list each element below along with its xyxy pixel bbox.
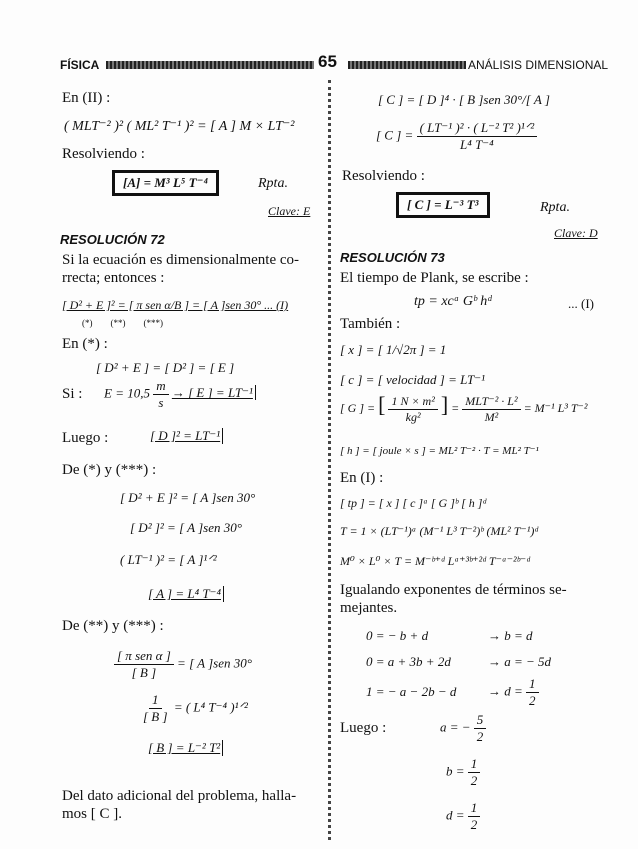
eq-72-8: [ A ] = L⁴ T⁻⁴ <box>148 586 224 602</box>
eq-72-10-num: 1 <box>149 692 162 709</box>
del-line-2: mos [ C ]. <box>62 806 122 822</box>
sys-eq-3-num: 1 <box>526 676 539 693</box>
result-b-num: 1 <box>468 756 481 773</box>
eq-72-3-num: m <box>153 378 168 395</box>
sys-eq-3: 1 = − a − 2b − d <box>366 684 457 699</box>
eq-72-9 <box>114 648 252 681</box>
eq-72-3-frac <box>153 378 168 411</box>
answer-box-1: [A] = M³ L⁵ T⁻⁴ <box>112 170 219 196</box>
clave-1: Clave: E <box>268 204 311 218</box>
eq-G-num-1: 1 N × m² <box>388 394 437 410</box>
eq-tp-tag: ... (I) <box>568 296 594 311</box>
igualando-line-1: Igualando exponentes de términos se- <box>340 582 567 598</box>
luego-label-right: Luego : <box>340 720 387 736</box>
eq-72-9-frac <box>114 648 174 681</box>
de-star-2: De (**) y (***) : <box>62 618 164 634</box>
eq-72-3-left: E = 10,5 <box>104 385 150 401</box>
eq-72-6: [ D² ]² = [ A ]sen 30° <box>130 520 242 535</box>
sys-eq-1-result: → b = d <box>488 628 533 643</box>
en-I-label: En (I) : <box>340 470 384 486</box>
eq-72-10-frac <box>140 692 171 725</box>
right-eq-1: [ C ] = [ D ]⁴ · [ B ]sen 30°/[ A ] <box>378 92 550 107</box>
eq-72-9-right: = [ A ]sen 30° <box>177 655 252 671</box>
header-right: ANÁLISIS DIMENSIONAL <box>468 58 609 72</box>
answer-box-2: [ C ] = L⁻³ T³ <box>396 192 490 218</box>
eq-72-10 <box>140 692 248 725</box>
eq-72-10-right: = ( L⁴ T⁻⁴ )¹ᐟ² <box>173 699 248 715</box>
clave-2: Clave: D <box>554 226 598 240</box>
eq-72-3 <box>104 378 256 411</box>
eq-72-7: ( LT⁻¹ )² = [ A ]¹ᐟ² <box>120 552 217 567</box>
page-number: 65 <box>318 52 337 71</box>
eq-72-9-den: [ B ] <box>131 665 157 680</box>
del-line-1: Del dato adicional del problema, halla- <box>62 788 297 804</box>
eq-72-3-den: s <box>158 395 164 410</box>
left-line-1: En (II) : <box>62 90 111 106</box>
right-eq-2 <box>376 120 537 153</box>
eq-G-frac-2 <box>462 394 520 425</box>
result-d-left: d = <box>446 807 465 823</box>
result-d-den: 2 <box>470 817 478 832</box>
p73-line: El tiempo de Plank, se escribe : <box>340 270 529 286</box>
eq-G-den-2: M² <box>484 409 499 424</box>
sys-eq-3-result-left: → d = <box>488 683 523 699</box>
eq-tp: tp = xcᵃ Gᵇ hᵈ <box>414 294 492 309</box>
eq-72-2: [ D² + E ] = [ D² ] = [ E ] <box>96 360 235 375</box>
sys-eq-1: 0 = − b + d <box>366 628 429 643</box>
resolucion-73-heading: RESOLUCIÓN 73 <box>340 250 445 265</box>
sys-eq-3-result <box>488 676 539 709</box>
resolucion-72-heading: RESOLUCIÓN 72 <box>60 232 165 247</box>
eq-72-4: [ D ]² = LT⁻¹ <box>150 428 223 444</box>
left-line-3: Resolviendo : <box>62 146 145 162</box>
eq-72-3-right: → [ E ] = LT⁻¹ <box>172 385 256 400</box>
eq-G-left: [ G ] = <box>340 401 376 415</box>
sys-eq-3-frac <box>526 676 539 709</box>
eq-h: [ h ] = [ joule × s ] = ML² T⁻² · T = ML² T⁻¹ <box>340 445 539 457</box>
result-b-den: 2 <box>470 773 478 788</box>
eq-72-10-den: [ B ] <box>143 709 168 724</box>
eq-72-5: [ D² + E ]² = [ A ]sen 30° <box>120 490 256 505</box>
si-label: Si : <box>62 386 83 402</box>
column-divider <box>328 80 331 840</box>
eq-72-9-num: [ π sen α ] <box>114 648 174 665</box>
p72-line-b: rrecta; entonces : <box>62 270 165 286</box>
eq-G-num-2: MLT⁻² · L² <box>462 394 520 410</box>
result-b-frac <box>468 756 481 789</box>
result-d <box>446 800 480 833</box>
eq-x: [ x ] = [ 1/√2π ] = 1 <box>340 342 447 357</box>
sys-eq-3-den: 2 <box>529 693 536 708</box>
eq-G-right: = M⁻¹ L³ T⁻² <box>523 401 588 415</box>
result-b <box>446 756 480 789</box>
result-a-den: 2 <box>476 729 484 744</box>
result-a-num: 5 <box>474 712 487 729</box>
right-eq-2-frac <box>417 120 538 153</box>
eq-72-1-marks: (*) (**) (***) <box>82 318 163 328</box>
igualando-line-2: mejantes. <box>340 600 398 616</box>
result-a <box>440 712 486 745</box>
left-eq-1: ( MLT⁻² )² ( ML² T⁻¹ )² = [ A ] M × LT⁻² <box>64 119 295 134</box>
right-eq-2-num: ( LT⁻¹ )² · ( L⁻² T² )¹ᐟ² <box>417 120 538 137</box>
header-left: FÍSICA <box>60 58 100 72</box>
rpta-1: Rpta. <box>258 176 288 191</box>
sys-eq-2-result: → a = − 5d <box>488 654 552 669</box>
p72-line-a: Si la ecuación es dimensionalmente co- <box>62 252 300 268</box>
eq-G-den-1: kg² <box>405 409 421 424</box>
result-a-left: a = − <box>440 719 471 735</box>
eq-72-11: [ B ] = L⁻² T² <box>148 740 223 756</box>
right-resolviendo: Resolviendo : <box>342 168 425 184</box>
luego-label: Luego : <box>62 430 109 446</box>
result-d-num: 1 <box>468 800 481 817</box>
header-bar-right <box>348 61 466 69</box>
eq-72-1: [ D² + E ]² = [ π sen α/B ] = [ A ]sen 30° ... (I) <box>62 298 289 312</box>
en-star: En (*) : <box>62 336 108 352</box>
sys-eq-2: 0 = a + 3b + 2d <box>366 654 451 669</box>
result-b-left: b = <box>446 763 465 779</box>
de-star-1: De (*) y (***) : <box>62 462 157 478</box>
eq-G: [ G ] = [ $\frac{\text{1 N × m²}}{\text{kg²}}$ ] = $\frac{\text{MLT⁻² · L²}}{\text{M²}}$ = M⁻¹ L³ T⁻² <box>340 392 588 424</box>
eq-t2: T = 1 × (LT⁻¹)ᵃ (M⁻¹ L³ T⁻²)ᵇ (ML² T⁻¹)ᵈ <box>340 524 539 538</box>
result-d-frac <box>468 800 481 833</box>
header-bar-left <box>106 61 314 69</box>
eq-G-frac-1 <box>388 394 437 425</box>
tambien-label: También : <box>340 316 401 332</box>
rpta-2: Rpta. <box>540 200 570 215</box>
right-eq-2-left: [ C ] = <box>376 127 414 143</box>
result-a-frac <box>474 712 487 745</box>
eq-t1: [ tp ] = [ x ] [ c ]ᵃ [ G ]ᵇ [ h ]ᵈ <box>340 496 487 510</box>
right-eq-2-den: L⁴ T⁻⁴ <box>460 137 494 152</box>
eq-c: [ c ] = [ velocidad ] = LT⁻¹ <box>340 372 486 387</box>
eq-t3: M⁰ × L⁰ × T = M⁻ᵇ⁺ᵈ Lᵃ⁺³ᵇ⁺²ᵈ T⁻ᵃ⁻²ᵇ⁻ᵈ <box>340 554 530 568</box>
